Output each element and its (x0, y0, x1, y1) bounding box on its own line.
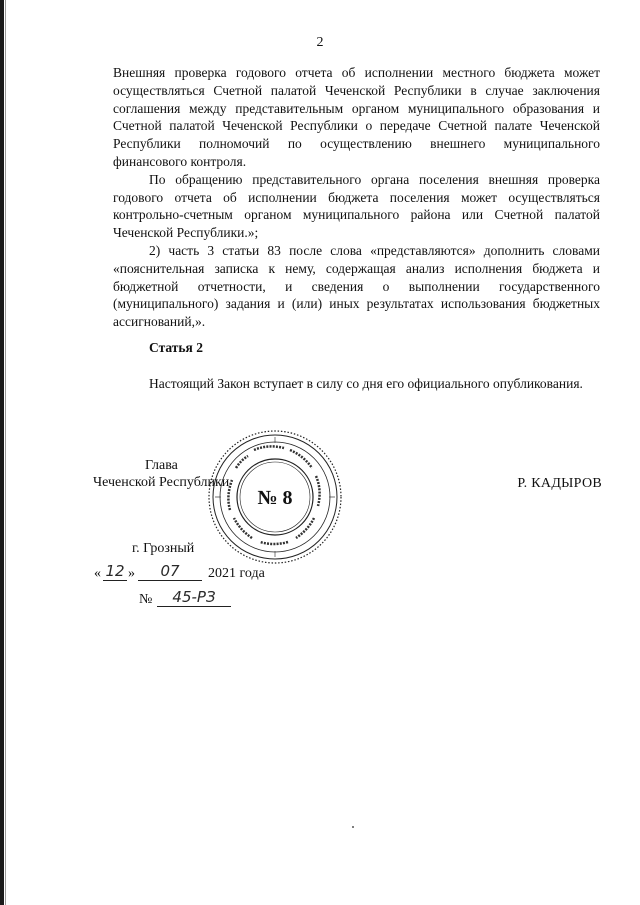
scan-edge (0, 0, 4, 905)
date-close-quote: » (128, 566, 135, 581)
page-number: 2 (316, 35, 324, 50)
number-label: № (139, 592, 153, 607)
number-value: 45-РЗ (157, 588, 231, 607)
date-month: 07 (138, 562, 202, 581)
paragraph-2: По обращению представительного органа поселения внешняя проверка годового отчета об исполнении бюджета поселения может осуществляться контрольно-счетным органом муниципального района или Счетной палатой Чеченской Республики.»; (113, 171, 600, 241)
date-day: 12 (103, 562, 127, 581)
paragraph-3: 2) часть 3 статьи 83 после слова «представляются» дополнить словами «пояснительная записка к нему, содержащая анализ исполнения бюджета и бюджетной отчетности, и сведения о выполнении государственного (муниципального) задания и (или) иных результатах использования бюджетных ассигнований,». (113, 242, 600, 330)
scan-speck (352, 826, 354, 828)
place-of-signing: г. Грозный (132, 541, 195, 556)
scan-edge-shadow (5, 0, 6, 905)
article-body (113, 375, 600, 393)
document-body (113, 64, 600, 331)
seal-number: № 8 (257, 487, 293, 509)
signature-role-line1: Глава (145, 458, 178, 473)
date-year: 2021 года (208, 566, 265, 581)
date-open-quote: « (94, 566, 101, 581)
official-seal (206, 428, 344, 566)
article-title: Статья 2 (149, 340, 203, 355)
signatory-name: Р. КАДЫРОВ (517, 476, 602, 491)
article-paragraph: Настоящий Закон вступает в силу со дня его официального опубликования. (149, 376, 583, 391)
signature-role-line2: Чеченской Республики (93, 475, 230, 490)
paragraph-1: Внешняя проверка годового отчета об исполнении местного бюджета может осуществляться Счетной палатой Чеченской Республики в случае заключения соглашения между представительным органом муниципального образования и Счетной палатой Чеченской Республики о передаче Счетной палате Чеченской Республики полномочий по осуществлению внешнего муниципального финансового контроля. (113, 65, 600, 169)
